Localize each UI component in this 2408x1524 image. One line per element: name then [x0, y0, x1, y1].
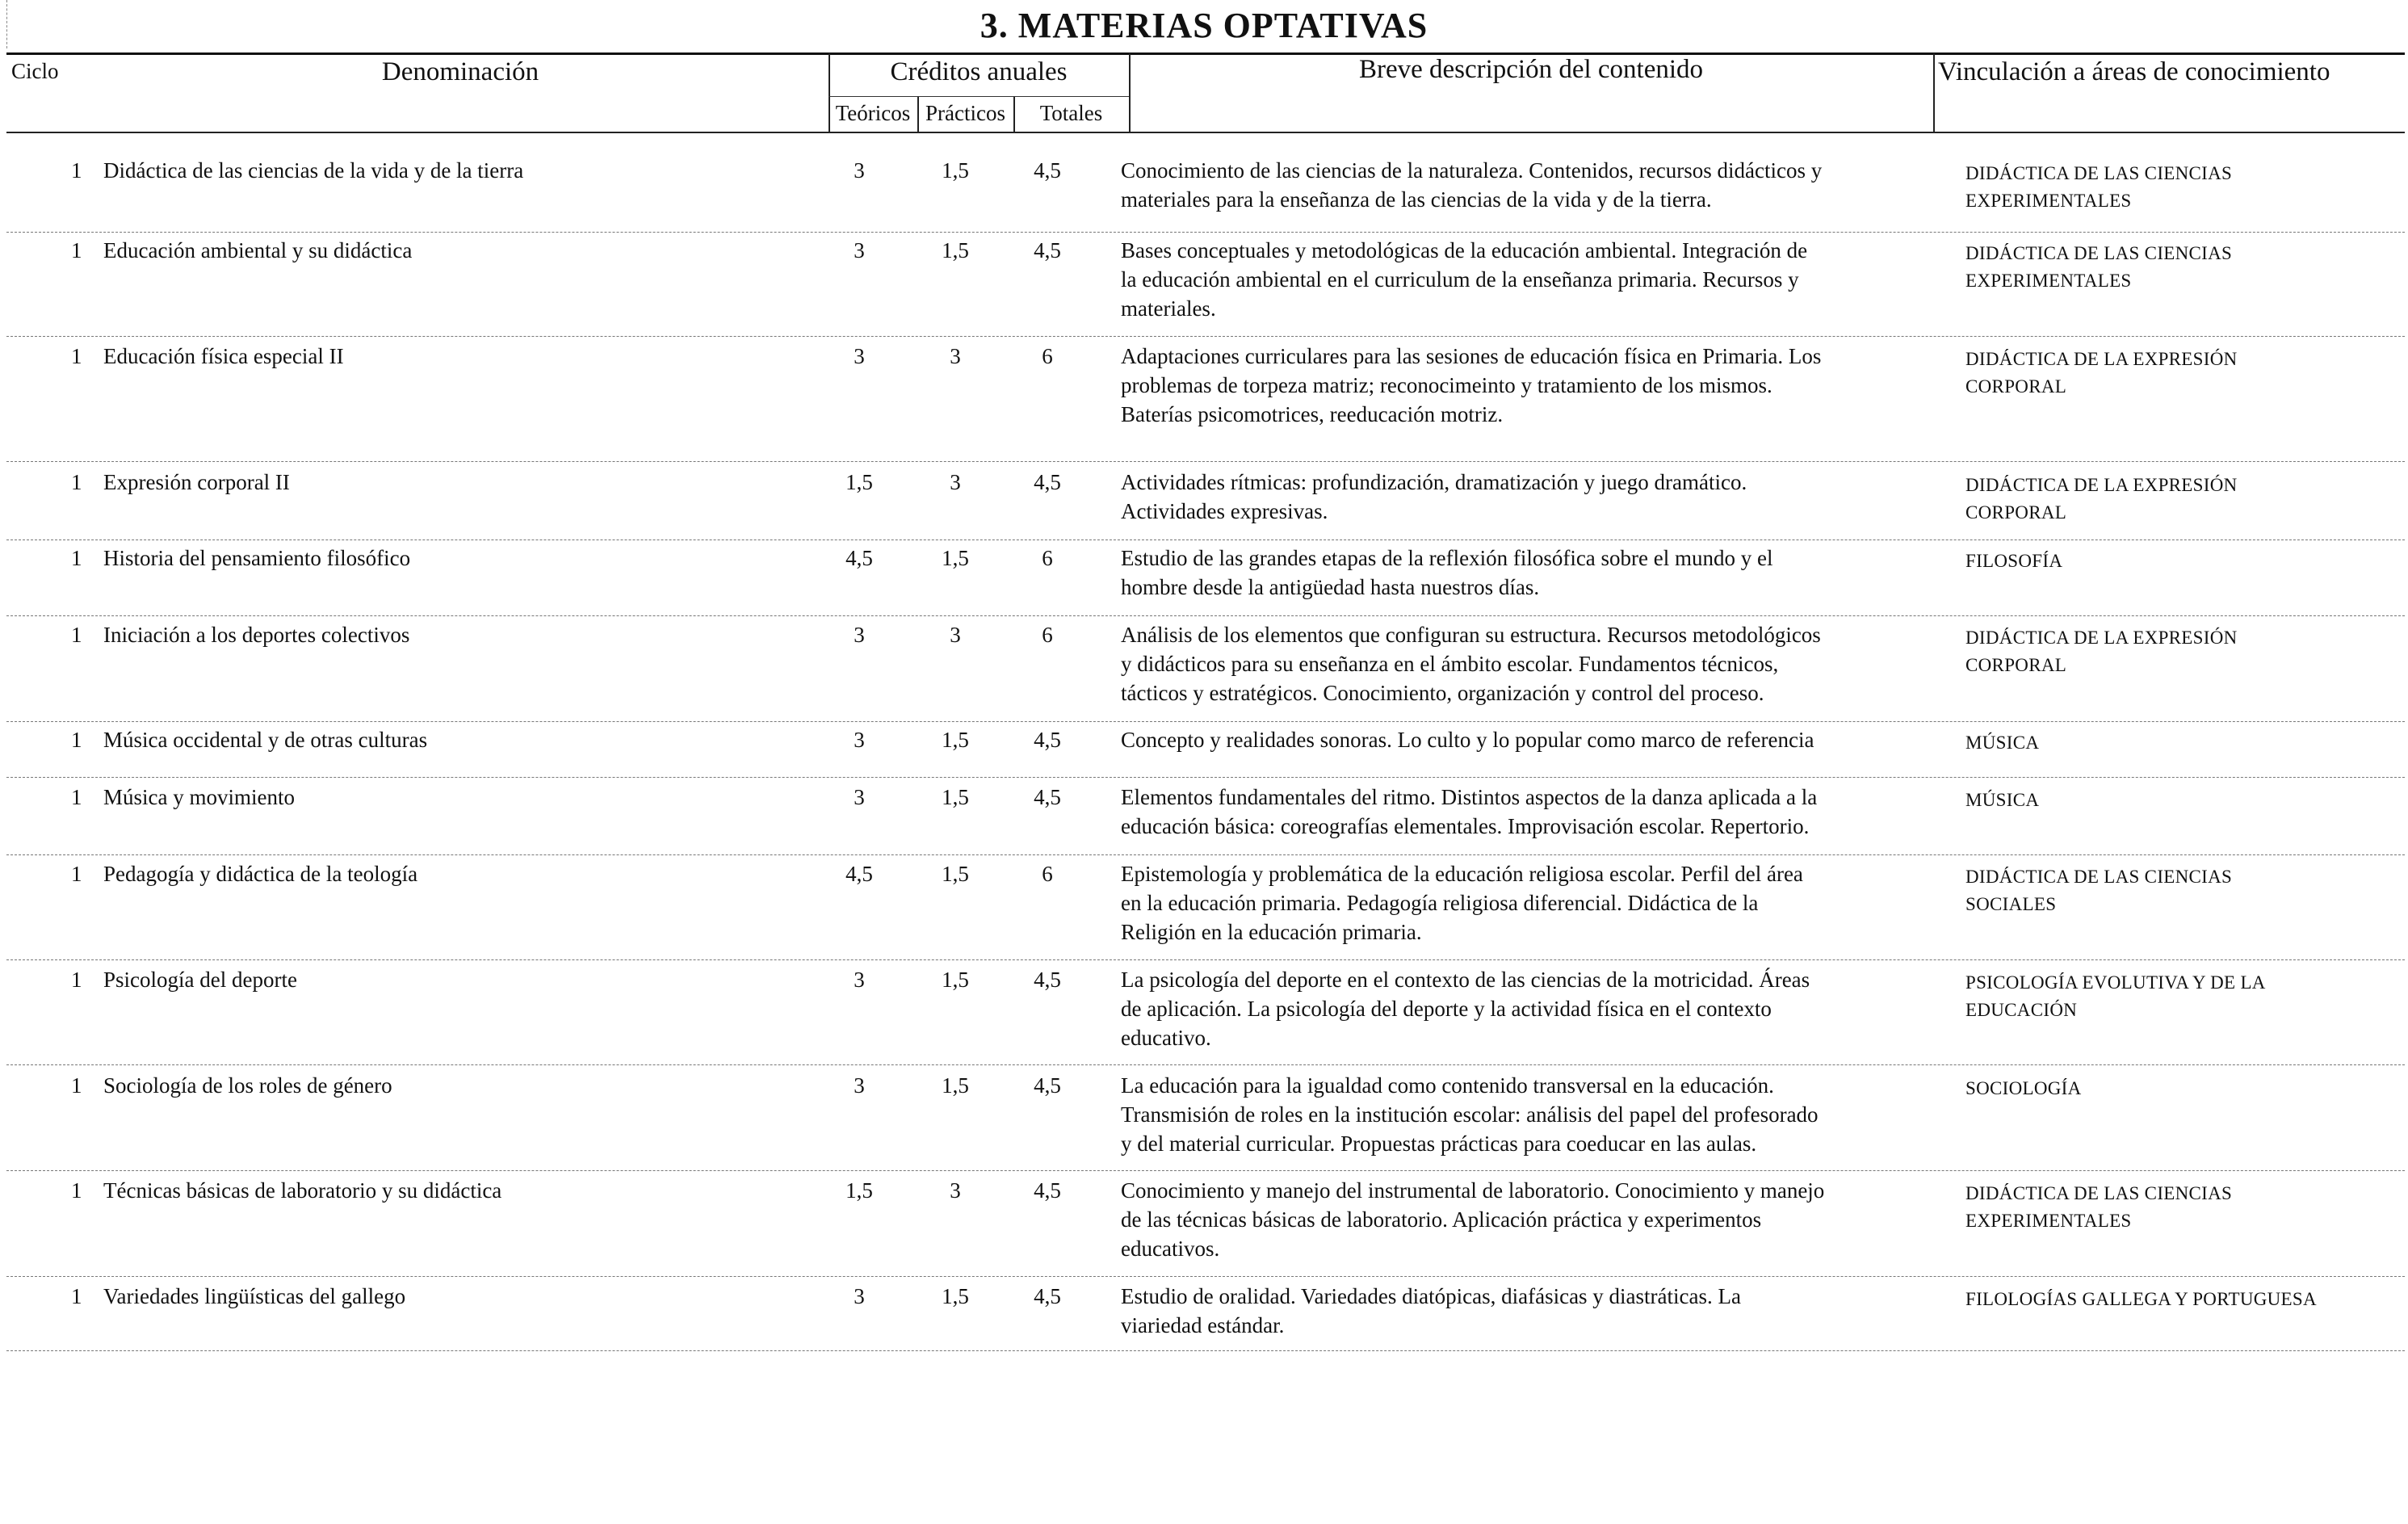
descripcion-line: La educación para la igualdad como contenido transversal en la educación.: [1121, 1073, 1774, 1098]
row-separator: [6, 539, 2405, 540]
area-line: DIDÁCTICA DE LA EXPRESIÓN: [1965, 628, 2238, 648]
header-descripcion: Breve descripción del contenido: [1358, 55, 1704, 84]
area-line: FILOLOGÍAS GALLEGA Y PORTUGUESA: [1965, 1289, 2317, 1309]
denominacion-cell: Técnicas básicas de laboratorio y su didáctica: [103, 1178, 502, 1203]
denominacion-cell: Didáctica de las ciencias de la vida y de la tierra: [103, 158, 524, 183]
teoricos-cell: 3: [854, 1073, 865, 1098]
practicos-cell: 1,5: [942, 1073, 969, 1098]
denominacion-cell: Educación física especial II: [103, 344, 344, 368]
area-line: SOCIALES: [1965, 894, 2057, 914]
totales-cell: 6: [1042, 546, 1053, 570]
totales-cell: 6: [1042, 344, 1053, 368]
descripcion-line: Actividades expresivas.: [1121, 499, 1328, 523]
descripcion-line: Elementos fundamentales del ritmo. Distintos aspectos de la danza aplicada a la: [1121, 785, 1818, 809]
area-line: EXPERIMENTALES: [1965, 191, 2132, 211]
ciclo-cell: 1: [71, 1178, 82, 1203]
practicos-cell: 1,5: [942, 158, 969, 183]
practicos-cell: 1,5: [942, 785, 969, 809]
practicos-cell: 1,5: [942, 862, 969, 886]
descripcion-line: Bases conceptuales y metodológicas de la educación ambiental. Integración de: [1121, 238, 1808, 262]
area-line: MÚSICA: [1965, 733, 2040, 753]
practicos-cell: 3: [950, 623, 961, 647]
descripcion-line: Epistemología y problemática de la educación religiosa escolar. Perfil del área: [1121, 862, 1803, 886]
teoricos-cell: 1,5: [845, 470, 873, 494]
ciclo-cell: 1: [71, 546, 82, 570]
area-line: DIDÁCTICA DE LAS CIENCIAS: [1965, 243, 2233, 263]
header-teoricos: Teóricos: [835, 101, 911, 125]
denominacion-cell: Música y movimiento: [103, 785, 295, 809]
area-line: PSICOLOGÍA EVOLUTIVA Y DE LA: [1965, 972, 2266, 993]
denominacion-cell: Iniciación a los deportes colectivos: [103, 623, 410, 647]
area-line: MÚSICA: [1965, 790, 2040, 810]
header-bottom-rule: [6, 132, 2405, 133]
ciclo-cell: 1: [71, 623, 82, 647]
denominacion-cell: Expresión corporal II: [103, 470, 290, 494]
header-totales: Totales: [1039, 101, 1103, 125]
teoricos-cell: 3: [854, 158, 865, 183]
ciclo-cell: 1: [71, 785, 82, 809]
descripcion-line: Estudio de oralidad. Variedades diatópicas, diafásicas y diastráticas. La: [1121, 1284, 1741, 1308]
row-separator: [6, 1350, 2405, 1351]
totales-cell: 4,5: [1034, 470, 1061, 494]
area-line: CORPORAL: [1965, 376, 2067, 397]
header-practicos: Prácticos: [925, 101, 1005, 125]
denominacion-cell: Sociología de los roles de género: [103, 1073, 392, 1098]
descripcion-line: Conocimiento de las ciencias de la naturaleza. Contenidos, recursos didácticos y: [1121, 158, 1823, 183]
teoricos-cell: 3: [854, 344, 865, 368]
practicos-cell: 3: [950, 344, 961, 368]
teoricos-cell: 3: [854, 238, 865, 262]
descripcion-line: La psicología del deporte en el contexto de las ciencias de la motricidad. Áreas: [1121, 968, 1810, 992]
descripcion-line: la educación ambiental en el curriculum de la enseñanza primaria. Recursos y: [1121, 267, 1799, 292]
teoricos-cell: 3: [854, 728, 865, 752]
row-separator: [6, 336, 2405, 337]
descripcion-line: materiales.: [1121, 296, 1216, 321]
area-line: DIDÁCTICA DE LAS CIENCIAS: [1965, 163, 2233, 183]
descripcion-line: Estudio de las grandes etapas de la reflexión filosófica sobre el mundo y el: [1121, 546, 1773, 570]
descripcion-line: viariedad estándar.: [1121, 1313, 1285, 1337]
descripcion-line: Actividades rítmicas: profundización, dramatización y juego dramático.: [1121, 470, 1747, 494]
descripcion-line: hombre desde la antigüedad hasta nuestros días.: [1121, 575, 1540, 599]
row-separator: [6, 1064, 2405, 1065]
area-line: EXPERIMENTALES: [1965, 1211, 2132, 1231]
area-line: EXPERIMENTALES: [1965, 271, 2132, 291]
descripcion-line: y del material curricular. Propuestas prácticas para coeducar en las aulas.: [1121, 1131, 1757, 1156]
header-creditos: Créditos anuales: [890, 57, 1068, 86]
row-separator: [6, 777, 2405, 778]
denominacion-cell: Música occidental y de otras culturas: [103, 728, 428, 752]
practicos-cell: 1,5: [942, 546, 969, 570]
descripcion-line: de aplicación. La psicología del deporte y la actividad física en el contexto: [1121, 997, 1772, 1021]
area-line: EDUCACIÓN: [1965, 1000, 2078, 1020]
teoricos-cell: 3: [854, 968, 865, 992]
descripcion-line: problemas de torpeza matriz; reconocimeinto y tratamiento de los mismos.: [1121, 373, 1772, 397]
ciclo-cell: 1: [71, 862, 82, 886]
totales-cell: 4,5: [1034, 785, 1061, 809]
header-divider-5: [1933, 53, 1935, 132]
row-separator: [6, 854, 2405, 855]
practicos-cell: 1,5: [942, 728, 969, 752]
descripcion-line: tácticos y estratégicos. Conocimiento, organización y control del proceso.: [1121, 681, 1764, 705]
descripcion-line: Religión en la educación primaria.: [1121, 920, 1422, 944]
descripcion-line: Adaptaciones curriculares para las sesiones de educación física en Primaria. Los: [1121, 344, 1822, 368]
descripcion-line: Análisis de los elementos que configuran su estructura. Recursos metodológicos: [1121, 623, 1821, 647]
practicos-cell: 1,5: [942, 968, 969, 992]
ciclo-cell: 1: [71, 470, 82, 494]
row-separator: [6, 1170, 2405, 1171]
totales-cell: 6: [1042, 623, 1053, 647]
practicos-cell: 1,5: [942, 1284, 969, 1308]
descripcion-line: en la educación primaria. Pedagogía religiosa diferencial. Didáctica de la: [1121, 891, 1759, 915]
totales-cell: 4,5: [1034, 728, 1061, 752]
descripcion-line: educativo.: [1121, 1026, 1211, 1050]
left-edge-mark: [6, 0, 7, 48]
ciclo-cell: 1: [71, 1284, 82, 1308]
row-separator: [6, 721, 2405, 722]
area-line: DIDÁCTICA DE LAS CIENCIAS: [1965, 1183, 2233, 1203]
area-line: DIDÁCTICA DE LA EXPRESIÓN: [1965, 475, 2238, 495]
area-line: DIDÁCTICA DE LAS CIENCIAS: [1965, 867, 2233, 887]
totales-cell: 4,5: [1034, 158, 1061, 183]
row-separator: [6, 959, 2405, 960]
totales-cell: 6: [1042, 862, 1053, 886]
row-separator: [6, 1276, 2405, 1277]
descripcion-line: Conocimiento y manejo del instrumental de laboratorio. Conocimiento y manejo: [1121, 1178, 1825, 1203]
descripcion-line: Baterías psicomotrices, reeducación motriz.: [1121, 402, 1504, 426]
denominacion-cell: Psicología del deporte: [103, 968, 297, 992]
page-title: 3. MATERIAS OPTATIVAS: [980, 6, 1428, 45]
totales-cell: 4,5: [1034, 1284, 1061, 1308]
area-line: SOCIOLOGÍA: [1965, 1078, 2082, 1098]
area-line: FILOSOFÍA: [1965, 551, 2063, 571]
teoricos-cell: 3: [854, 623, 865, 647]
ciclo-cell: 1: [71, 158, 82, 183]
teoricos-cell: 4,5: [845, 546, 873, 570]
ciclo-cell: 1: [71, 1073, 82, 1098]
totales-cell: 4,5: [1034, 1178, 1061, 1203]
area-line: CORPORAL: [1965, 655, 2067, 675]
ciclo-cell: 1: [71, 344, 82, 368]
header-ciclo: Ciclo: [11, 59, 59, 83]
header-vinculacion: Vinculación a áreas de conocimiento: [1938, 57, 2330, 86]
header-top-rule: [6, 52, 2405, 55]
descripcion-line: materiales para la enseñanza de las ciencias de la vida y de la tierra.: [1121, 187, 1712, 212]
practicos-cell: 1,5: [942, 238, 969, 262]
practicos-cell: 3: [950, 1178, 961, 1203]
denominacion-cell: Historia del pensamiento filosófico: [103, 546, 411, 570]
descripcion-line: educación básica: coreografías elementales. Improvisación escolar. Repertorio.: [1121, 814, 1810, 838]
totales-cell: 4,5: [1034, 1073, 1061, 1098]
denominacion-cell: Pedagogía y didáctica de la teología: [103, 862, 418, 886]
row-separator: [6, 232, 2405, 233]
ciclo-cell: 1: [71, 728, 82, 752]
header-denominacion: Denominación: [381, 57, 539, 86]
area-line: DIDÁCTICA DE LA EXPRESIÓN: [1965, 349, 2238, 369]
descripcion-line: Transmisión de roles en la institución escolar: análisis del papel del profesorado: [1121, 1102, 1819, 1127]
teoricos-cell: 1,5: [845, 1178, 873, 1203]
creditos-sub-rule: [829, 96, 1129, 97]
descripcion-line: y didácticos para su enseñanza en el ámbito escolar. Fundamentos técnicos,: [1121, 652, 1779, 676]
teoricos-cell: 3: [854, 785, 865, 809]
ciclo-cell: 1: [71, 238, 82, 262]
descripcion-line: Concepto y realidades sonoras. Lo culto y lo popular como marco de referencia: [1121, 728, 1814, 752]
ciclo-cell: 1: [71, 968, 82, 992]
practicos-cell: 3: [950, 470, 961, 494]
teoricos-cell: 3: [854, 1284, 865, 1308]
teoricos-cell: 4,5: [845, 862, 873, 886]
totales-cell: 4,5: [1034, 968, 1061, 992]
row-separator: [6, 615, 2405, 616]
denominacion-cell: Variedades lingüísticas del gallego: [103, 1284, 406, 1308]
denominacion-cell: Educación ambiental y su didáctica: [103, 238, 413, 262]
descripcion-line: de las técnicas básicas de laboratorio. Aplicación práctica y experimentos: [1121, 1207, 1762, 1232]
totales-cell: 4,5: [1034, 238, 1061, 262]
descripcion-line: educativos.: [1121, 1236, 1220, 1261]
row-separator: [6, 461, 2405, 462]
area-line: CORPORAL: [1965, 502, 2067, 523]
